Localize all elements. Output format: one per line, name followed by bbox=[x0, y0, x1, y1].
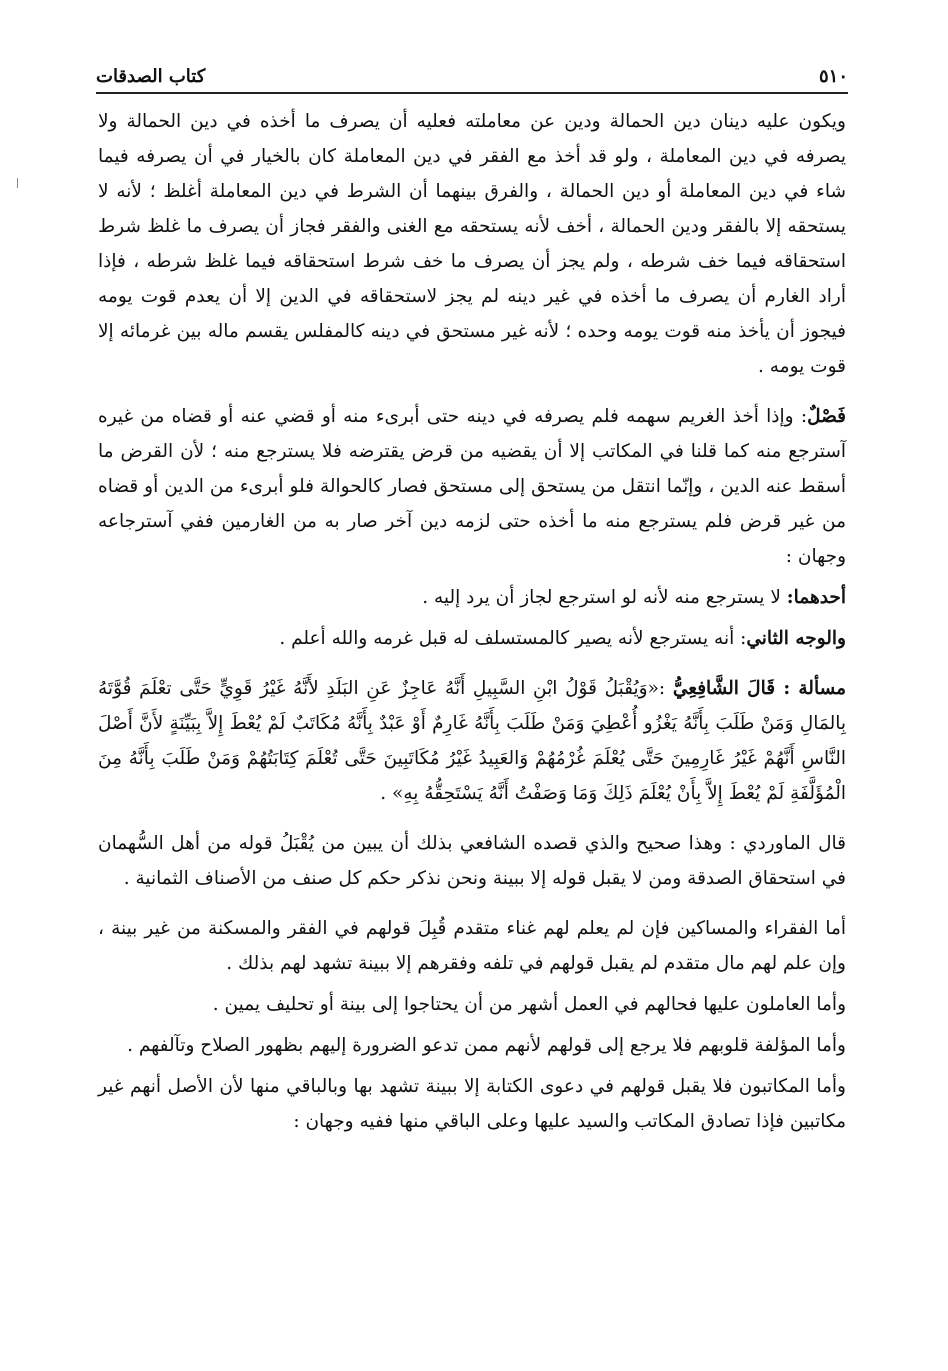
first-view-text: لا يسترجع منه لأنه لو استرجع لجاز أن يرد إليه . bbox=[422, 587, 787, 608]
second-view-label: والوجه الثاني bbox=[746, 628, 846, 649]
paragraph-first-view bbox=[98, 580, 846, 615]
body-text bbox=[98, 104, 846, 1139]
masala-quote: :«وَيُقْبَلُ قَوْلُ ابْنِ السَّبِيلِ أَنَّهُ عَاجِزٌ عَنِ البَلَدِ لأَنَّهُ غَيْرُ قَوِيٍّ حَتَّى تعْلَمَ قُوَّتَهُ بِالمَالِ وَمَنْ طَلَبَ بِأَنَّهُ يَغْزُو أُعْطِيَ وَمَنْ طَلَبَ بِأَنَّهُ غَارِمٌ أَوْ عَبْدٌ بِأَنَّهُ مُكَاتَبٌ لَمْ يُعْطَ إِلاَّ بِبَيِّنَةٍ لأَنَّ أَصْلَ النَّاسِ أَنَّهُمْ غَيْرُ غَارِمِينَ حَتَّى يُعْلَمَ غُرْمُهُمْ وَالعَبِيدُ غَيْرُ مُكَاتَبِينَ حَتَّى تُعْلَمَ كِتَابَتُهُمْ وَمَنْ طَلَبَ بِأَنَّهُ مِنَ الْمُؤَلَّفَةِ لَمْ يُعْطَ إِلاَّ بِأَنْ يُعْلَمَ ذَلِكَ وَمَا وَصَفْتُ أَنَّهُ يَسْتَحِقُّهُ بِهِ» . bbox=[98, 678, 846, 804]
first-view-label: أحدهما: bbox=[786, 587, 846, 608]
paragraph-1: ويكون عليه دينان دين الحمالة ودين عن معاملته فعليه أن يصرف ما أخذه في دين الحمالة ولا يصرفه في دين المعاملة ، ولو قد أخذ مع الفقر في دين المعاملة كان بالخيار في أن يصرفه فيما شاء في دين المعاملة أو دين الحمالة ، والفرق بينهما أن الشرط في دين المعاملة أغلظ ؛ لأنه لا يستحقه إلا بالفقر ودين الحمالة ، أخف لأنه يستحقه مع الغنى والفقر فجاز أن يصرف ما غلظ شرط استحقاقه فيما خف شرطه ، ولم يجز أن يصرف ما خف شرط استحقاقه فيما غلظ شرطه ، فإذا أراد الغارم أن يصرف ما أخذه في غير دينه لم يجز لاستحقاقه في الدين إلا أن يعدم قوت يومه فيجوز أن يأخذ منه قوت يومه وحده ؛ لأنه غير مستحق في دينه كالمفلس يقسم ماله بين غرمائه إلا قوت يومه . bbox=[98, 111, 846, 377]
paragraph-fasl bbox=[98, 399, 846, 574]
paragraph-masala bbox=[98, 671, 846, 811]
masala-label: مسألة : قَالَ الشَّافِعِيُّ bbox=[672, 678, 846, 699]
paragraph-mukatabun: وأما المكاتبون فلا يقبل قولهم في دعوى الكتابة إلا ببينة تشهد بها وبالباقي منها لأن الأصل أنهم غير مكاتبين فإذا تصادق المكاتب والسيد عليها وعلى الباقي منها ففيه وجهان : bbox=[98, 1076, 846, 1132]
paragraph-poor: أما الفقراء والمساكين فإن لم يعلم لهم غناء متقدم قُبِلَ قولهم في الفقر والمسكنة من غير بينة ، وإن علم لهم مال متقدم لم يقبل قولهم في تلفه وفقرهم إلا ببينة تشهد لهم بذلك . bbox=[98, 918, 846, 974]
paragraph-mawardi: قال الماوردي : وهذا صحيح والذي قصده الشافعي بذلك أن يبين من يُقْبَلُ قوله من أهل السُّهمان في استحقاق الصدقة ومن لا يقبل قوله إلا ببينة ونحن نذكر حكم كل صنف من الأصناف الثمانية . bbox=[98, 833, 846, 889]
paragraph-second-view bbox=[98, 621, 846, 656]
fasl-label: فَصْلٌ bbox=[807, 406, 846, 427]
page-header bbox=[96, 66, 848, 88]
fasl-text: : وإذا أخذ الغريم سهمه فلم يصرفه في دينه حتى أبرىء منه أو قضي عنه أو قضاه من غيره آسترجع منه كما قلنا في المكاتب إلا أن يقضيه من قرض يقترضه فلا يسترجع منه ؛ لأن القرض ما أسقط عنه الدين ، وإنّما انتقل من يستحق إلى مستحق فصار كالحوالة فلو أبرىء من الدين أو قضاه من غير قرض فلم يسترجع منه ما أخذه حتى لزمه دين آخر صار به من الغارمين ففي آسترجاعه وجهان : bbox=[98, 406, 846, 567]
page-number: ٥١٠ bbox=[818, 66, 848, 87]
paragraph-workers: وأما العاملون عليها فحالهم في العمل أشهر من أن يحتاجوا إلى بينة أو تحليف يمين . bbox=[212, 994, 846, 1015]
header-divider bbox=[96, 92, 848, 94]
paragraph-muallafa: وأما المؤلفة قلوبهم فلا يرجع إلى قولهم لأنهم ممن تدعو الضرورة إليهم بظهور الصلاح وتآلفهم . bbox=[127, 1035, 846, 1056]
margin-mark bbox=[17, 178, 18, 188]
running-title: كتاب الصدقات bbox=[96, 66, 206, 87]
second-view-text: : أنه يسترجع لأنه يصير كالمستسلف له قبل غرمه والله أعلم . bbox=[279, 628, 747, 649]
